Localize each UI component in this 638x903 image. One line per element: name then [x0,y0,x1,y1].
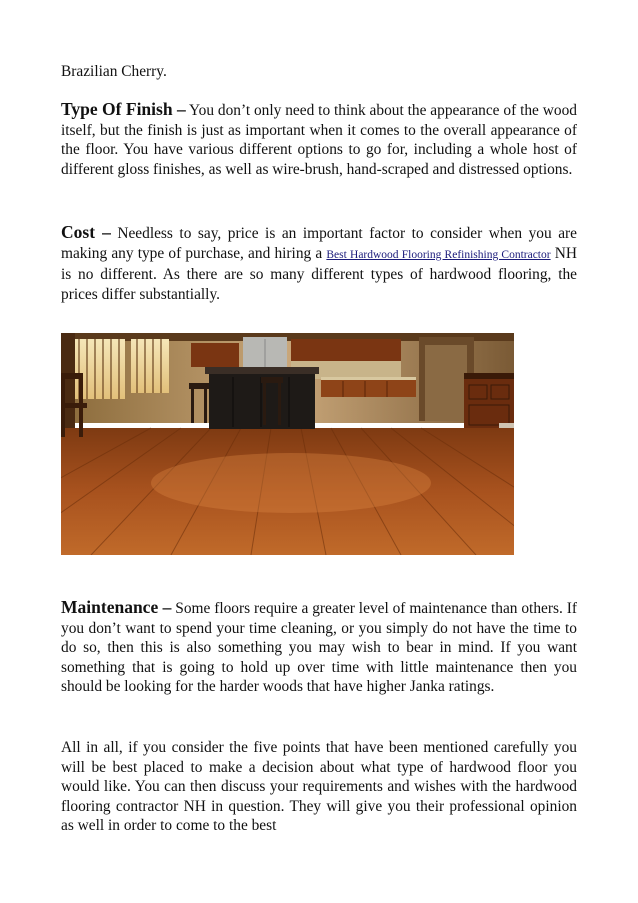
intro-line: Brazilian Cherry. [61,63,167,80]
maintenance-heading: Maintenance – [61,597,172,617]
contractor-link[interactable]: Best Hardwood Flooring Refinishing Contractor [326,248,551,261]
kitchen-floor-photo [61,333,514,555]
cost-body-after: NH is no different. As there are so many different types of hardwood flooring, the prices differ substantially. [61,244,577,303]
cost-heading: Cost – [61,222,111,242]
maintenance-paragraph [61,598,577,697]
finish-heading: Type Of Finish – [61,99,186,119]
finish-paragraph [61,100,577,179]
cost-paragraph [61,223,577,304]
conclusion-paragraph: All in all, if you consider the five points that have been mentioned carefully you will be best placed to make a decision about what type of hardwood floor you would like. You can then discuss your requirements and wishes with the hardwood flooring contractor NH in question. They will give you their professional opinion as well in order to come to the best [61,739,577,835]
finish-body: You don’t only need to think about the appearance of the wood itself, but the finish is just as important when it comes to the overall appearance of the floor. You have various different options to go for, including a whole host of different gloss finishes, as well as wire-brush, hand-scraped and distressed options. [61,102,577,178]
maintenance-body: Some floors require a greater level of maintenance than others. If you don’t want to spend your time cleaning, or you simply do not have the time to do so, then this is also something you may wish to bear in mind. If you want something that is going to hold up over time with little maintenance then you should be looking for the harder woods that have higher Janka ratings. [61,600,577,696]
kitchen-floor-illustration [61,333,514,555]
cost-body-before: Needless to say, price is an important factor to consider when you are making any type of purchase, and hiring a [61,225,577,262]
